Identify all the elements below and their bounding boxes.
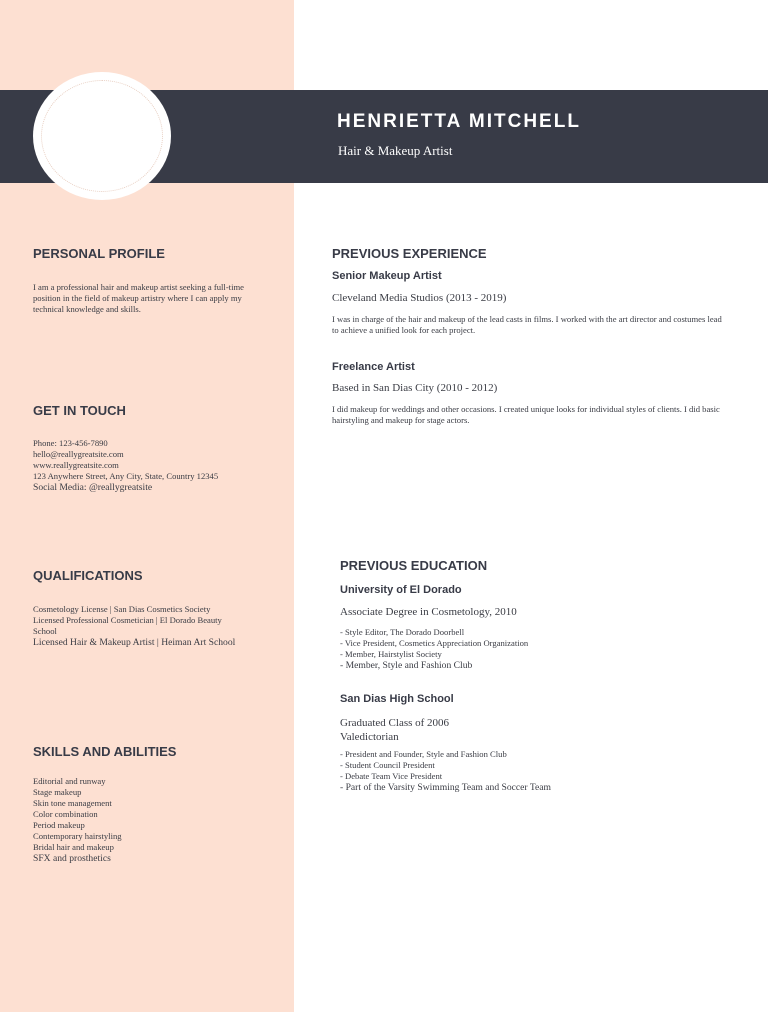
list-item: Licensed Professional Cosmetician | El Dorado Beauty [33,615,222,625]
contact-heading: GET IN TOUCH [33,403,126,418]
list-item: Licensed Hair & Makeup Artist | Heiman Art School [33,637,236,648]
list-item: Editorial and runway [33,776,106,786]
profile-text: I am a professional hair and makeup artist seeking a full-time position in the field of makeup artistry where I can apply my technical knowledge and skills. [33,282,244,314]
candidate-name: HENRIETTA MITCHELL [337,111,581,132]
profile-photo-placeholder [33,72,171,200]
list-item: - Style Editor, The Dorado Doorbell [340,627,465,637]
school-detail: Associate Degree in Cosmetology, 2010 [340,606,517,618]
list-item: Skin tone management [33,798,112,808]
school-activities [340,749,551,793]
job-company: Based in San Dias City (2010 - 2012) [332,382,498,394]
list-item: - Vice President, Cosmetics Appreciation Organization [340,638,529,648]
contact-website: www.reallygreatsite.com [33,460,119,470]
list-item: Contemporary hairstyling [33,831,122,841]
school-detail: Graduated Class of 2006 [340,717,450,729]
list-item: - Student Council President [340,760,435,770]
list-item: Color combination [33,809,98,819]
list-item: SFX and prosthetics [33,853,111,864]
education-heading: PREVIOUS EDUCATION [340,558,488,573]
list-item: - Debate Team Vice President [340,771,443,781]
list-item: - Member, Style and Fashion Club [340,660,473,671]
job-description: I did makeup for weddings and other occasions. I created unique looks for individual styles of clients. I did basic hairstyling and makeup for stage actors. [332,404,720,425]
candidate-role: Hair & Makeup Artist [338,143,453,158]
job-company: Cleveland Media Studios (2013 - 2019) [332,292,507,304]
profile-heading: PERSONAL PROFILE [33,246,165,261]
list-item: School [33,626,57,636]
list-item: - Part of the Varsity Swimming Team and Soccer Team [340,782,552,793]
job-title: Freelance Artist [332,361,415,373]
school-name: San Dias High School [340,693,454,705]
school-name: University of El Dorado [340,584,462,596]
job-title: Senior Makeup Artist [332,270,442,282]
list-item: - Member, Hairstylist Society [340,649,442,659]
qualifications-list [33,604,235,648]
contact-phone: Phone: 123-456-7890 [33,438,108,448]
contact-address: 123 Anywhere Street, Any City, State, Country 12345 [33,471,219,481]
photo-dotted-ring [41,80,163,192]
list-item: Bridal hair and makeup [33,842,114,852]
list-item: - President and Founder, Style and Fashion Club [340,749,507,759]
contact-list [33,438,218,493]
school-activities [340,627,528,671]
experience-heading: PREVIOUS EXPERIENCE [332,246,487,261]
school-detail: Valedictorian [340,731,399,743]
contact-social: Social Media: @reallygreatsite [33,482,153,493]
qualifications-heading: QUALIFICATIONS [33,568,143,583]
list-item: Stage makeup [33,787,82,797]
skills-heading: SKILLS AND ABILITIES [33,744,177,759]
job-description: I was in charge of the hair and makeup of the lead casts in films. I worked with the art director and costumes lead to achieve a unified look for each project. [332,314,722,335]
list-item: Cosmetology License | San Dias Cosmetics Society [33,604,211,614]
skills-list [33,776,122,864]
list-item: Period makeup [33,820,85,830]
contact-email: hello@reallygreatsite.com [33,449,124,459]
